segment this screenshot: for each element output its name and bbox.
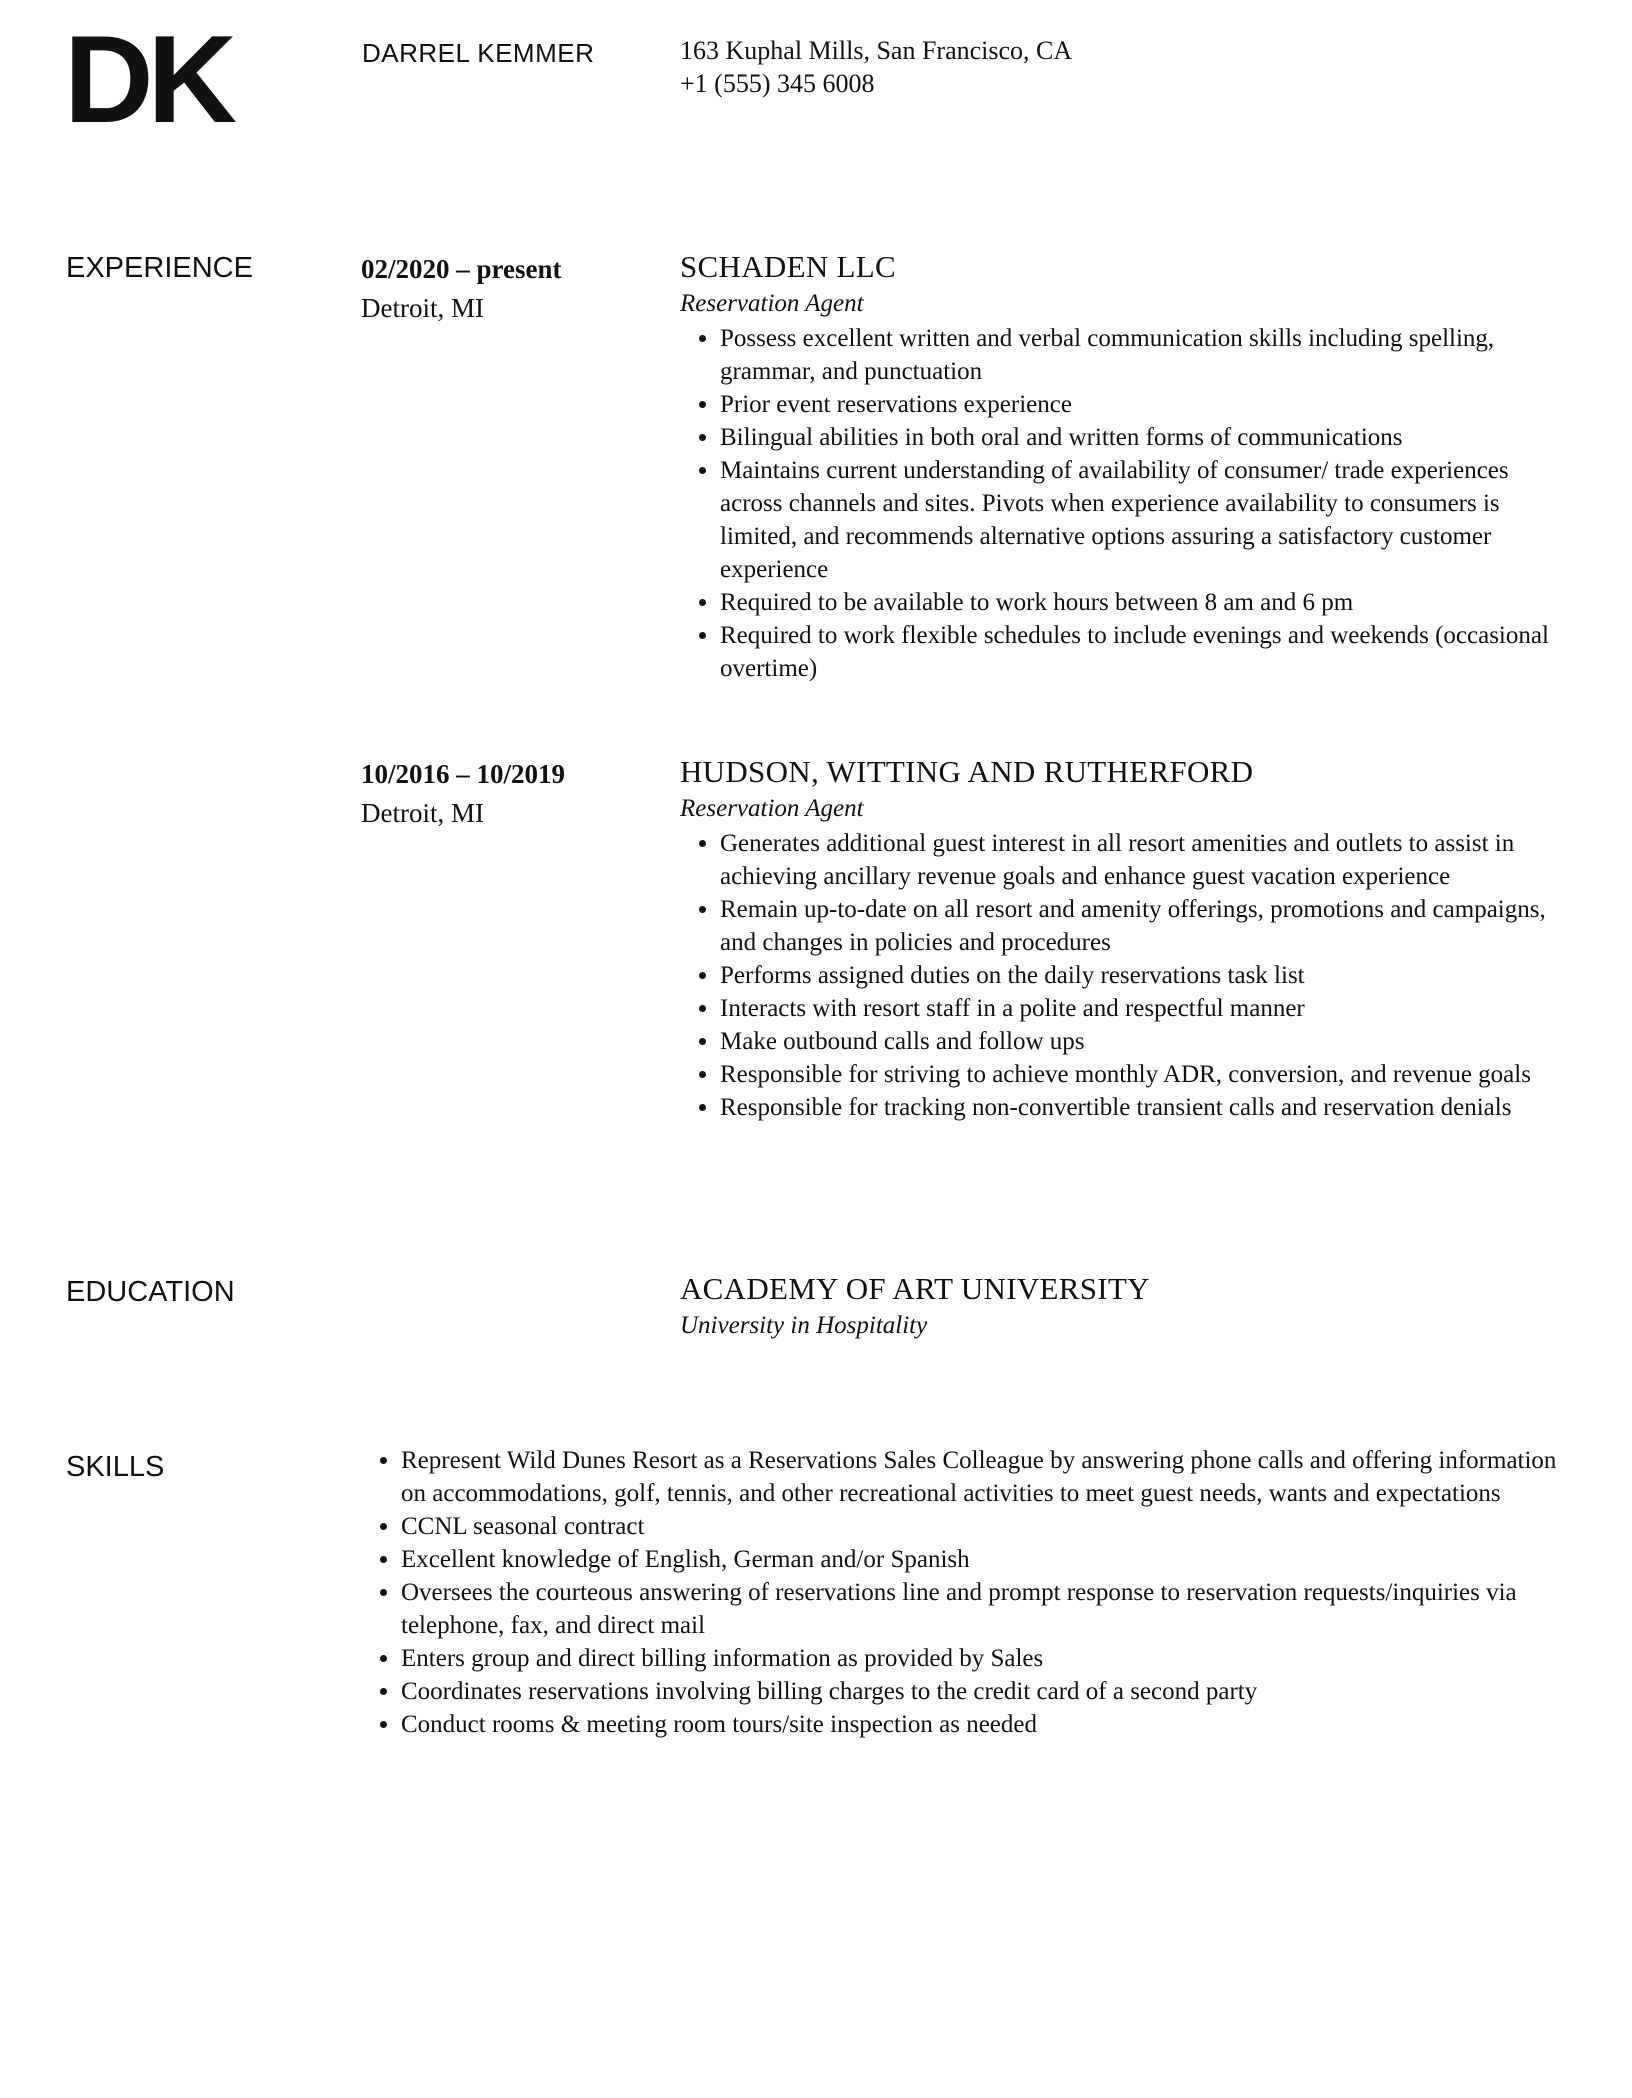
job-title: Reservation Agent xyxy=(680,795,864,822)
section-title-experience: EXPERIENCE xyxy=(66,252,253,284)
skills-list xyxy=(361,1444,1561,1741)
list-item: • CCNL seasonal contract xyxy=(401,1510,1561,1543)
job-details xyxy=(680,248,1560,685)
company-name: HUDSON, WITTING AND RUTHERFORD xyxy=(680,754,1254,789)
list-item: • Responsible for tracking non-convertible transient calls and reservation denials xyxy=(720,1091,1560,1124)
list-item: • Interacts with resort staff in a polite and respectful manner xyxy=(720,992,1560,1025)
job-meta xyxy=(361,251,562,326)
section-title-education: EDUCATION xyxy=(66,1276,235,1308)
address: 163 Kuphal Mills, San Francisco, CA xyxy=(680,36,1073,65)
list-item: • Possess excellent written and verbal communication skills including spelling, grammar, and punctuation xyxy=(720,322,1560,388)
job-bullets xyxy=(680,322,1560,685)
list-item: • Excellent knowledge of English, German and/or Spanish xyxy=(401,1543,1561,1576)
school-name: ACADEMY OF ART UNIVERSITY xyxy=(680,1271,1150,1306)
list-item: • Bilingual abilities in both oral and written forms of communications xyxy=(720,421,1560,454)
job-location: Detroit, MI xyxy=(361,798,484,828)
education-entry xyxy=(680,1270,1560,1344)
job-dates: 02/2020 – present xyxy=(361,254,562,284)
monogram: DK xyxy=(64,11,232,149)
job-dates: 10/2016 – 10/2019 xyxy=(361,759,566,789)
list-item: • Coordinates reservations involving billing charges to the credit card of a second party xyxy=(401,1675,1561,1708)
list-item: • Remain up-to-date on all resort and amenity offerings, promotions and campaigns, and changes in policies and procedures xyxy=(720,893,1560,959)
list-item: • Generates additional guest interest in all resort amenities and outlets to assist in achieving ancillary revenue goals and enhance guest vacation experience xyxy=(720,827,1560,893)
section-title-skills: SKILLS xyxy=(66,1451,165,1483)
list-item: • Make outbound calls and follow ups xyxy=(720,1025,1560,1058)
job-title: Reservation Agent xyxy=(680,290,864,317)
list-item: • Enters group and direct billing information as provided by Sales xyxy=(401,1642,1561,1675)
list-item: • Prior event reservations experience xyxy=(720,388,1560,421)
list-item: • Conduct rooms & meeting room tours/site inspection as needed xyxy=(401,1708,1561,1741)
skills-list-container xyxy=(361,1444,1561,1741)
contact-block xyxy=(680,34,1072,100)
degree: University in Hospitality xyxy=(680,1312,928,1339)
list-item: • Maintains current understanding of availability of consumer/ trade experiences across channels and sites. Pivots when experience availability to consumers is limited, and recommends alternative options assuring a satisfactory customer experience xyxy=(720,454,1560,586)
list-item: • Performs assigned duties on the daily reservations task list xyxy=(720,959,1560,992)
list-item: • Responsible for striving to achieve monthly ADR, conversion, and revenue goals xyxy=(720,1058,1560,1091)
job-bullets xyxy=(680,827,1560,1124)
candidate-name: DARREL KEMMER xyxy=(362,38,595,68)
list-item: • Required to work flexible schedules to include evenings and weekends (occasional overtime) xyxy=(720,619,1560,685)
company-name: SCHADEN LLC xyxy=(680,249,897,284)
job-location: Detroit, MI xyxy=(361,293,484,323)
phone: +1 (555) 345 6008 xyxy=(680,69,875,98)
list-item: • Represent Wild Dunes Resort as a Reservations Sales Colleague by answering phone calls and offering information on accommodations, golf, tennis, and other recreational activities to meet guest needs, wants and expectations xyxy=(401,1444,1561,1510)
list-item: • Required to be available to work hours between 8 am and 6 pm xyxy=(720,586,1560,619)
job-meta xyxy=(361,756,565,831)
list-item: • Oversees the courteous answering of reservations line and prompt response to reservation requests/inquiries via telephone, fax, and direct mail xyxy=(401,1576,1561,1642)
job-details xyxy=(680,753,1560,1124)
